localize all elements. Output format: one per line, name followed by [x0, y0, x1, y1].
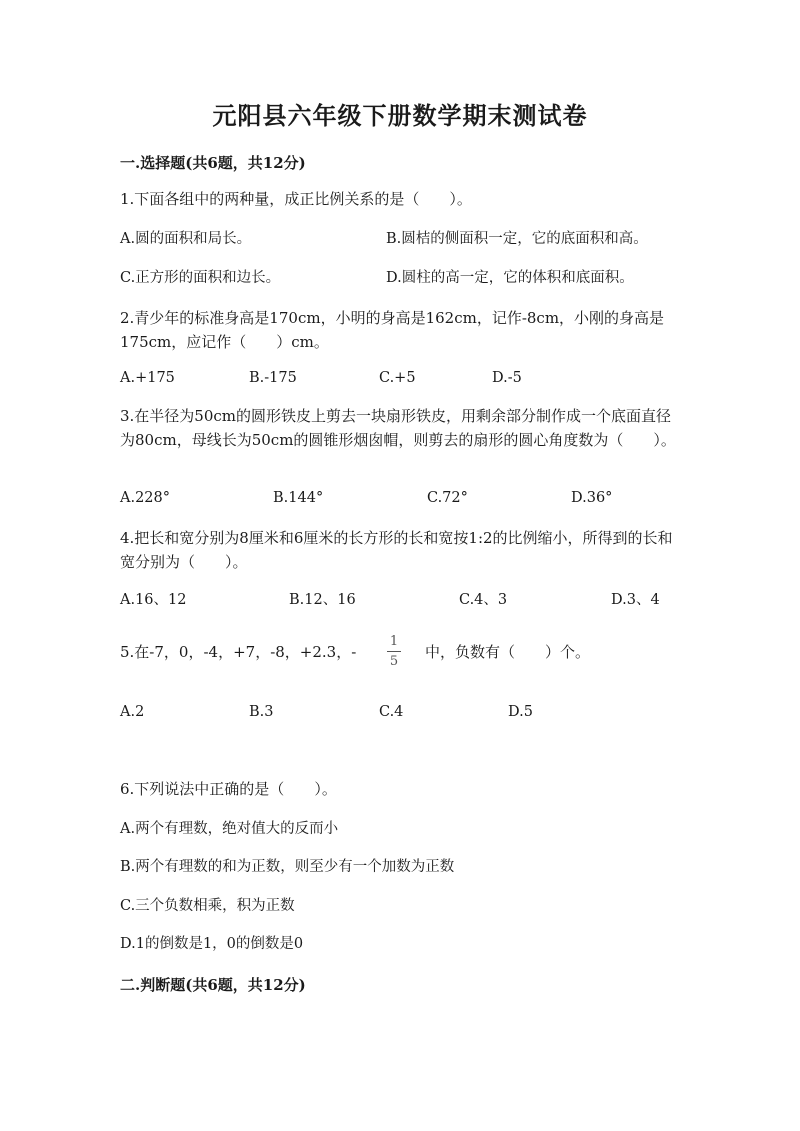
section-heading-judgement: 二.判断题(共6题，共12分) [120, 976, 306, 994]
question-1: 1.下面各组中的两种量，成正比例关系的是（ ）。 [120, 190, 472, 208]
q2-option-b: B.-175 [249, 370, 297, 386]
q5-option-b: B.3 [249, 704, 274, 720]
section-heading-choice: 一.选择题(共6题，共12分) [120, 154, 306, 172]
q2-option-a: A.+175 [120, 370, 175, 386]
q3-option-b: B.144° [273, 490, 324, 506]
q5-fraction [387, 634, 401, 670]
q5-text-before: 5.在-7，0，-4，+7，-8，+2.3，- [120, 643, 357, 661]
q4-option-b: B.12、16 [289, 592, 356, 608]
q1-option-a: A.圆的面积和局长。 [120, 231, 252, 247]
q2-option-c: C.+5 [379, 370, 416, 386]
q4-option-d: D.3、4 [611, 592, 660, 608]
q1-option-b: B.圆桔的侧面积一定，它的底面积和高。 [386, 231, 648, 247]
q3-option-a: A.228° [120, 490, 171, 506]
q4-option-c: C.4、3 [459, 592, 508, 608]
q1-option-c: C.正方形的面积和边长。 [120, 270, 281, 286]
fraction-denominator: 5 [389, 654, 399, 669]
q6-option-b: B.两个有理数的和为正数，则至少有一个加数为正数 [120, 859, 455, 875]
q6-option-c: C.三个负数相乘，积为正数 [120, 898, 295, 914]
q6-option-a: A.两个有理数，绝对值大的反而小 [120, 821, 339, 837]
q3-option-d: D.36° [571, 490, 613, 506]
fraction-bar [387, 651, 401, 652]
fraction-numerator: 1 [389, 634, 399, 649]
q1-option-d: D.圆柱的高一定，它的体积和底面积。 [386, 270, 634, 286]
q4-option-a: A.16、12 [120, 592, 187, 608]
q2-option-d: D.-5 [492, 370, 522, 386]
q5-option-c: C.4 [379, 704, 404, 720]
q6-option-d: D.1的倒数是1，0的倒数是0 [120, 936, 304, 952]
question-4: 4.把长和宽分别为8厘米和6厘米的长方形的长和宽按1:2的比例缩小，所得到的长和宽分别为（ ）。 [120, 529, 673, 571]
question-2: 2.青少年的标准身高是170cm，小明的身高是162cm，记作-8cm，小刚的身高是175cm，应记作（ ）cm。 [120, 309, 665, 351]
question-3: 3.在半径为50cm的圆形铁皮上剪去一块扇形铁皮，用剩余部分制作成一个底面直径为80cm，母线长为50cm的圆锥形烟囱帽，则剪去的扇形的圆心角度数为（ ）。 [120, 407, 676, 449]
q3-option-c: C.72° [427, 490, 468, 506]
q5-option-d: D.5 [508, 704, 533, 720]
page-title: 元阳县六年级下册数学期末测试卷 [212, 101, 588, 130]
question-6: 6.下列说法中正确的是（ ）。 [120, 780, 337, 798]
q5-option-a: A.2 [120, 704, 145, 720]
q5-text-after: 中，负数有（ ）个。 [425, 643, 591, 661]
